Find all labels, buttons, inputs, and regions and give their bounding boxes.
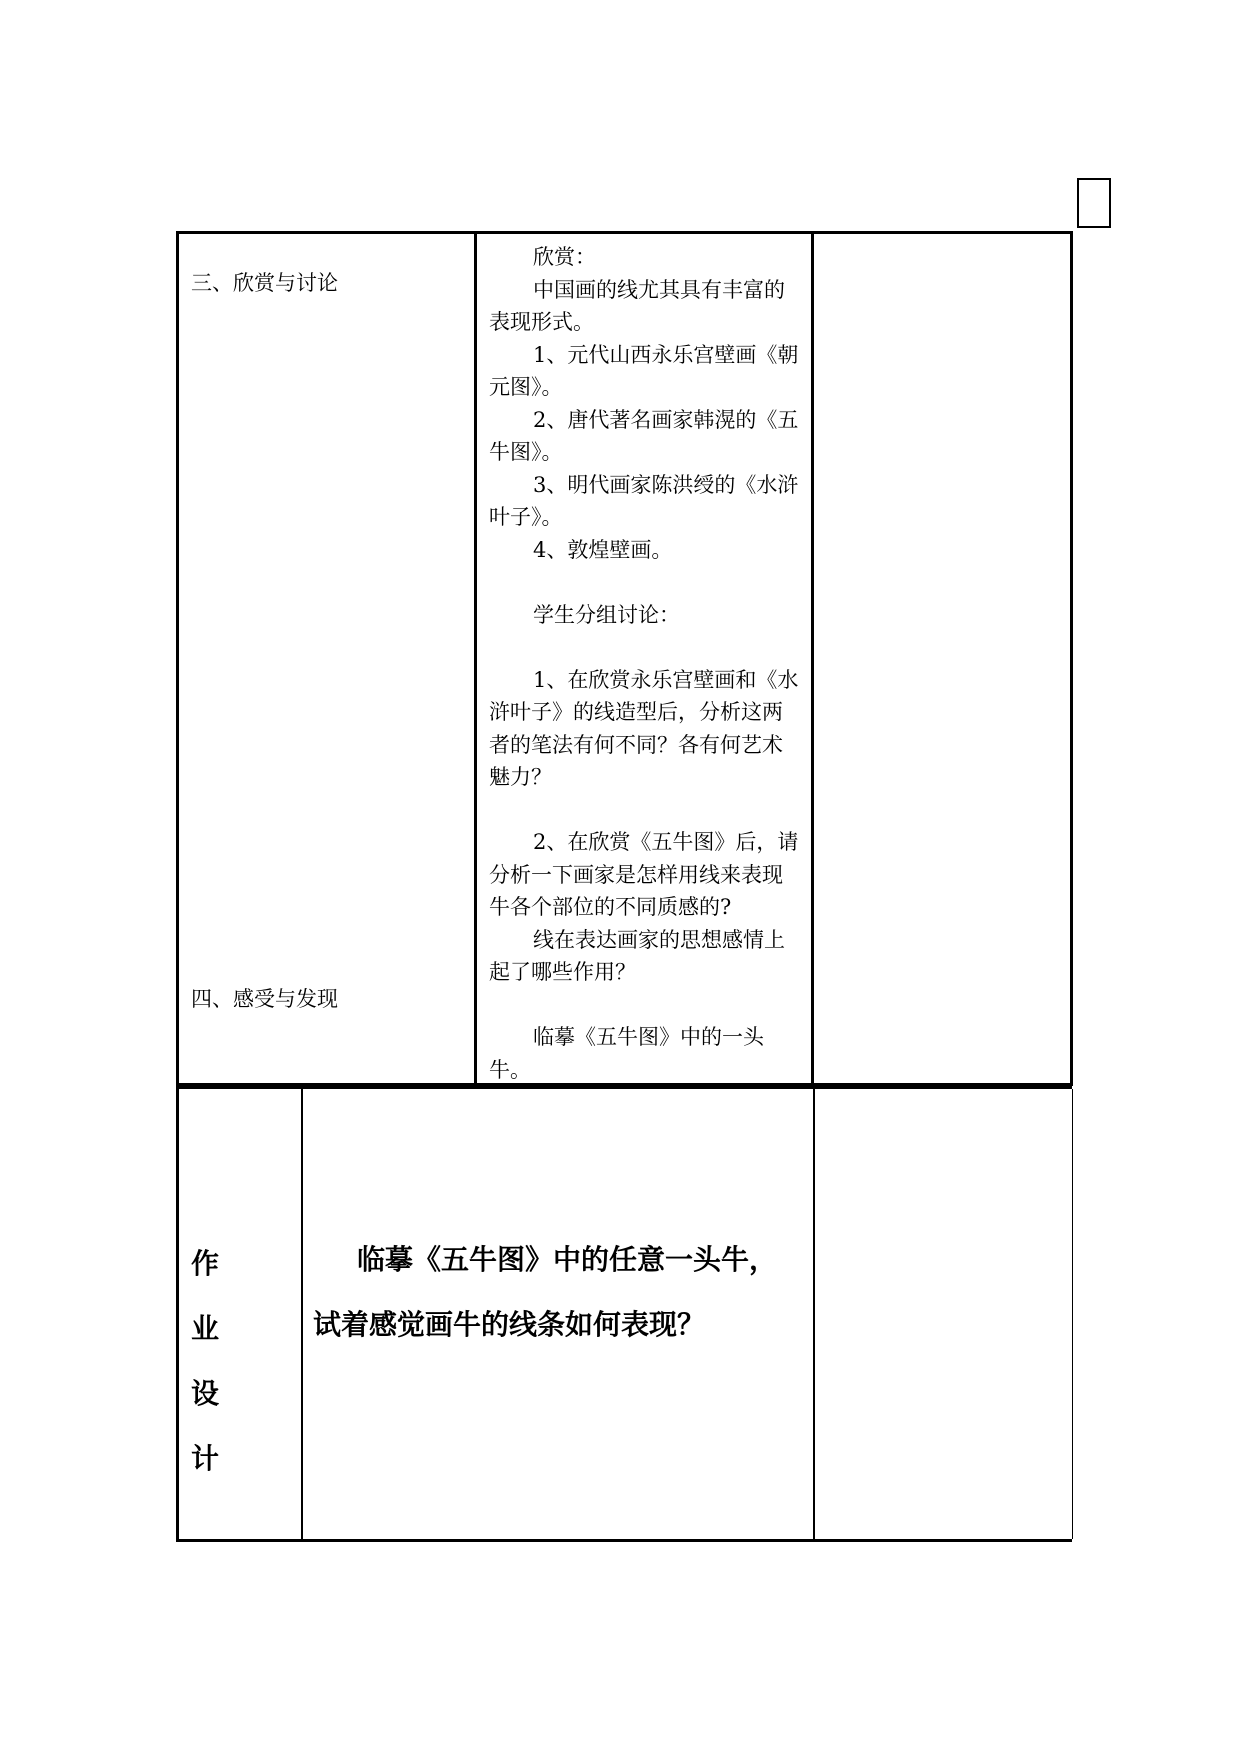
- content-paragraph: 学生分组讨论：: [533, 602, 680, 627]
- content-paragraph: 1、在欣赏永乐宫壁画和《水浒叶子》的线造型后，分析这两者的笔法有何不同？各有何艺术魅力？: [489, 667, 799, 789]
- content-paragraph: 2、唐代著名画家韩滉的《五牛图》。: [489, 407, 799, 464]
- content-paragraph: 2、在欣赏《五牛图》后，请分析一下画家是怎样用线来表现牛各个部位的不同质感的?: [489, 830, 799, 919]
- homework-design-label: 作 业 设 计: [191, 1247, 220, 1475]
- content-paragraph: 临摹《五牛图》中的一头牛。: [489, 1025, 764, 1082]
- content-paragraph: 欣赏：: [533, 245, 596, 269]
- phase-feel-discover: 四、感受与发现: [191, 987, 338, 1011]
- content-paragraph: 4、敦煌壁画。: [533, 537, 673, 562]
- lesson-table-upper: [176, 231, 1073, 1086]
- content-paragraph: 线在表达画家的思想感情上起了哪些作用？: [489, 927, 785, 984]
- content-paragraph: 1、元代山西永乐宫壁画《朝元图》。: [489, 342, 799, 399]
- column-divider: [813, 1089, 815, 1539]
- column-divider: [811, 234, 814, 1083]
- page-marker-box: [1077, 178, 1111, 228]
- teaching-content-column: [489, 241, 803, 1086]
- content-paragraph: 3、明代画家陈洪绶的《水浒叶子》。: [489, 472, 799, 529]
- homework-table: [176, 1086, 1072, 1542]
- homework-content: 临摹《五牛图》中的任意一头牛，试着感觉画牛的线条如何表现？: [313, 1243, 778, 1341]
- column-divider: [1072, 1089, 1073, 1539]
- phase-appreciation-discussion: 三、欣赏与讨论: [191, 271, 338, 295]
- column-divider: [301, 1089, 303, 1539]
- column-divider: [474, 234, 477, 1083]
- content-paragraph: 中国画的线尤其具有丰富的表现形式。: [489, 277, 785, 334]
